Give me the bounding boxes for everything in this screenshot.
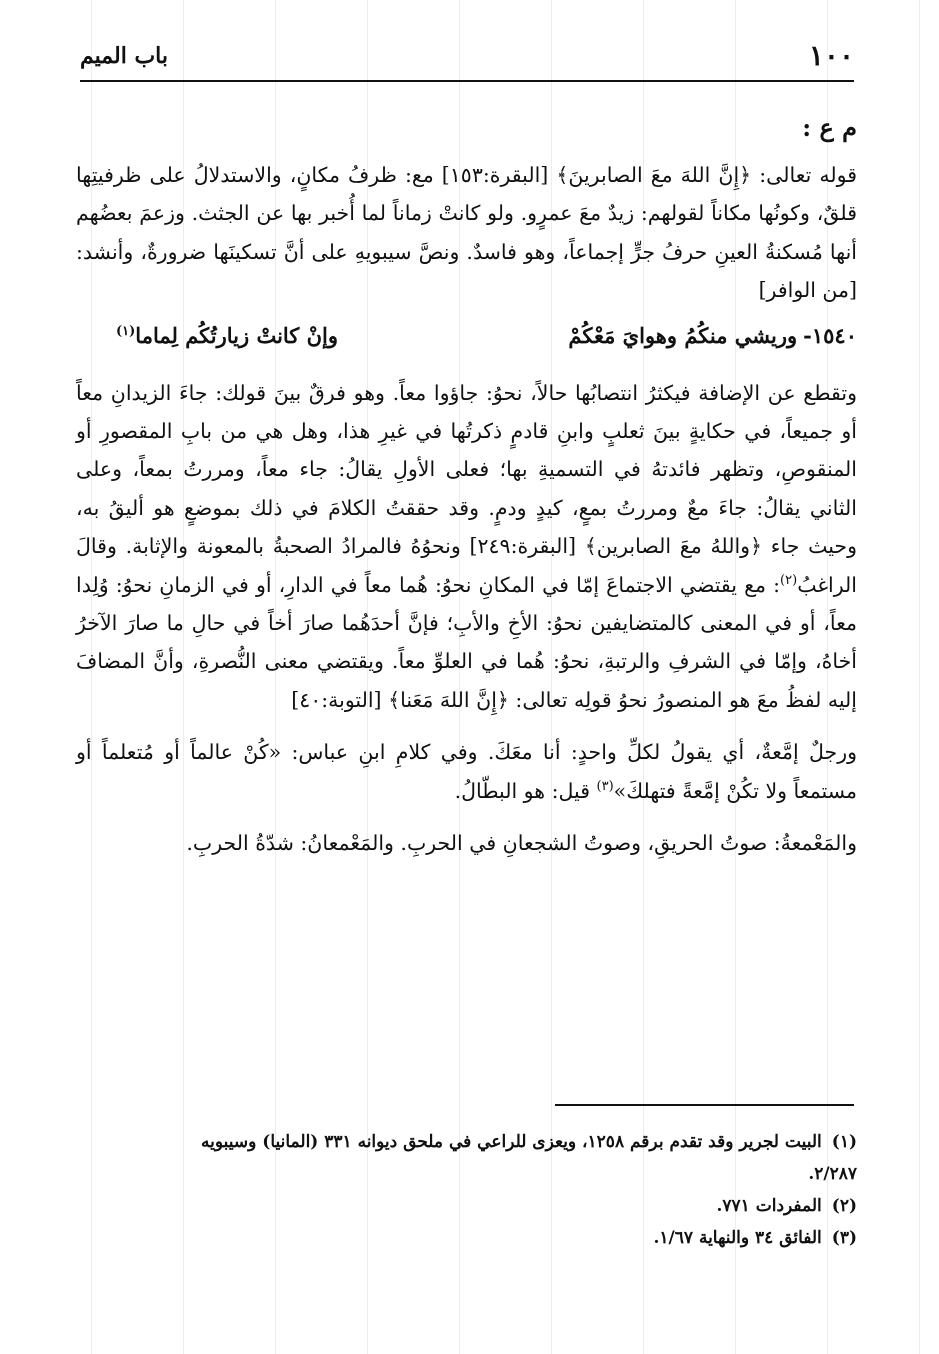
entry-heading: م ع :: [802, 113, 857, 142]
footnote-2-text: المفردات ٧٧١.: [716, 1196, 822, 1216]
paragraph-2: [76, 374, 857, 720]
verse-first-hemistich: وريشي منكُمُ وهوايَ مَعْكُمْ: [568, 322, 798, 348]
verse-number: ١٥٤٠-: [803, 322, 857, 348]
header-rule: [80, 80, 854, 82]
footnote-3-text: الفائق ٣٤ والنهاية ١/٦٧.: [653, 1228, 822, 1248]
paragraph-2-part-2: : مع يقتضي الاجتماعَ إمّا في المكانِ نحوُ: هُما معاً في الدارِ، أو في الزمانِ نحوُ: وُلِدا معاً، أو في المعنى كالمتضايفين نحوُ: الأخِ والأبِ؛ فإنَّ أحدَهُما صارَ أخاً في حالِ ما صارَ الآخرُ أخاهُ، وإمّا في الشرفِ والرتبةِ، نحوُ: هُما في العلوِّ معاً. ويقتضي معنى النُّصرةِ، وأنَّ المضافَ إليه لفظُ معَ هو المنصورُ نحوُ قولِه تعالى: ﴿إِنَّ اللهَ مَعَنا﴾ [التوبة:٤٠]: [76, 572, 857, 712]
paragraph-3: [76, 733, 857, 810]
footnote-1-text: البيت لجرير وقد تقدم برقم ١٢٥٨، ويعزى للراعي في ملحق ديوانه ٣٣١ (المانيا) وسيبويه: [201, 1132, 822, 1152]
verse-first-half: [568, 316, 857, 360]
paragraph-3-part-2: قيل: هو البطّالُ.: [454, 778, 597, 803]
running-head: باب الميم: [80, 43, 169, 69]
footnote-mark-2: (٢): [780, 572, 798, 588]
main-text: [76, 108, 857, 877]
footnote-1: [76, 1126, 857, 1158]
verse-second-half: [116, 316, 338, 360]
paragraph-3-part-1: ورجلٌ إمَّعةٌ، أي يقولُ لكلِّ واحدٍ: أنا معَكَ. وفي كلامِ ابنِ عباس: «كُنْ عالماً أو مُتعلماً أو مستمعاً ولا تكُنْ إمَّعةً فتهلكَ»: [76, 740, 857, 803]
paragraph-1: قوله تعالى: ﴿إِنَّ اللهَ معَ الصابرينَ﴾ [البقرة:١٥٣] مع: ظرفُ مكانٍ، والاستدلالُ على ظرفيتِها قلقٌ، وكونُها مكاناً لقولهم: زيدٌ معَ عمرٍو. ولو كانتْ زماناً لما أُخبر بها عن الجثث. وزعمَ بعضُهم أنها مُسكنةُ العينِ حرفُ جرٍّ إجماعاً، وهو فاسدٌ. ونصَّ سيبويهِ على أنَّ تسكينَها ضرورةٌ، وأنشد: [من الوافر]: [76, 163, 857, 303]
footnote-3: [76, 1222, 857, 1254]
paragraph-4: والمَعْمعةُ: صوتُ الحريقِ، وصوتُ الشجعانِ في الحربِ. والمَعْمعانُ: شدّةُ الحربِ.: [186, 831, 857, 856]
verse-second-hemistich: وإنْ كانتْ زيارتُكُم لِماما: [135, 322, 339, 348]
page-header: [80, 36, 854, 76]
footnote-1-continuation: ٢/٢٨٧.: [808, 1164, 857, 1184]
footnote-mark-1: (١): [116, 323, 136, 339]
footnote-rule: [555, 1104, 854, 1106]
paragraph-2-part-1: وتقطع عن الإضافة فيكثرُ انتصابُها حالاً، نحوُ: جاؤوا معاً. وهو فرقٌ بينَ قولك: جاءَ الزيدانِ معاً أو جميعاً، في حكايةٍ بينَ ثعلبٍ وابنِ قادمٍ ذكرتُها في غيرِ هذا، وهل هي من بابِ المقصورِ أو المنقوصِ، وتظهر فائدتهُ في التسميةِ بها؛ فعلى الأولِ يقالُ: جاء معاً، ومررتُ بمعاً، وعلى الثاني يقالُ: جاءَ معٌ ومررتُ بمعٍ، كيدٍ ودمٍ. وقد حققتُ الكلامَ في ذلك بموضعٍ هو أليقُ به، وحيث جاء ﴿واللهُ معَ الصابرين﴾ [البقرة:٢٤٩] ونحوُهُ فالمرادُ الصحبةُ بالمعونة والإثابة. وقالَ الراغبُ: [76, 380, 857, 597]
footnote-3-number: (٣): [831, 1228, 857, 1248]
footnote-2-number: (٢): [831, 1196, 857, 1216]
footnote-mark-3: (٣): [596, 778, 614, 794]
page-number: ١٠٠: [808, 39, 854, 72]
footnotes: [76, 1126, 857, 1254]
footnote-1-number: (١): [831, 1132, 857, 1152]
footnote-2: [76, 1190, 857, 1222]
verse-line: [76, 316, 857, 360]
